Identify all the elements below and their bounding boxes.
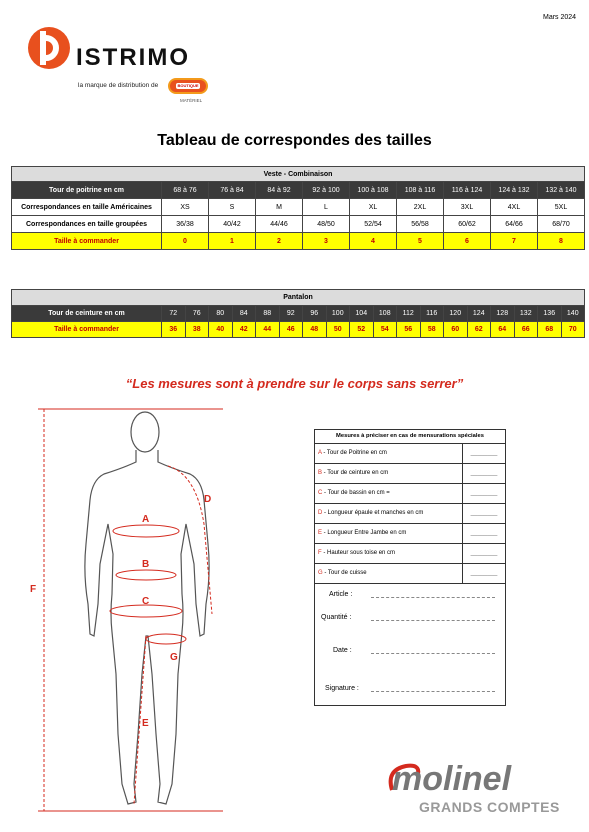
measure-letter: A [318,450,322,456]
measure-text: - Longueur épaule et manches en cm [322,510,424,516]
measures-form [314,429,506,706]
waist-size-cell: 96 [303,306,327,322]
measure-letter: B [318,470,323,476]
body-figure [28,404,238,816]
chest-range-cell: 84 à 92 [256,182,303,199]
page-title: Tableau de correspondes des tailles [157,132,432,149]
article-input[interactable] [371,597,495,598]
us-size-cell: XS [162,199,209,216]
label-d: D [204,494,212,505]
waist-size-cell: 108 [373,306,397,322]
measure-value-field[interactable]: ________ [470,570,498,576]
measure-label [315,504,463,523]
date-label: Date : [333,647,352,654]
chest-range-cell: 132 à 140 [538,182,585,199]
molinel-sub: GRANDS COMPTES [419,799,560,815]
grouped-label: Correspondances en taille groupées [12,216,162,233]
waist-size-cell: 104 [350,306,374,322]
measure-instruction: “Les mesures sont à prendre sur le corps sans serrer” [125,376,464,391]
waist-size-cell: 124 [467,306,491,322]
molinel-brand: molinel [392,760,512,798]
grouped-size-cell: 40/42 [209,216,256,233]
measure-row [315,504,505,524]
document-date: Mars 2024 [543,14,577,21]
measure-text: - Tour de bassin en cm = [322,490,390,496]
quantite-input[interactable] [371,620,495,621]
measure-text: - Hauteur sous toise en cm [321,550,396,556]
pantalon-table [11,289,585,338]
waist-size-cell: 76 [185,306,209,322]
pantalon-order-size-cell: 64 [491,322,515,338]
pantalon-order-size-cell: 70 [561,322,585,338]
measure-text: - Tour de cuisse [322,570,367,576]
us-size-cell: XL [350,199,397,216]
pantalon-order-size-cell: 38 [185,322,209,338]
measure-letter: E [318,530,323,536]
veste-order-size-cell: 6 [444,233,491,250]
measures-title: Mesures à préciser en cas de mensurations spéciales [315,430,505,444]
pantalon-order-size-cell: 52 [350,322,374,338]
measure-label [315,564,463,583]
measure-letter: D [318,510,323,516]
pantalon-order-size-cell: 42 [232,322,256,338]
waist-size-cell: 128 [491,306,515,322]
date-input[interactable] [371,653,495,654]
pantalon-order-size-cell: 56 [397,322,421,338]
us-size-cell: L [303,199,350,216]
pantalon-order-size-cell: 62 [467,322,491,338]
article-label: Article : [329,591,353,598]
waist-size-cell: 72 [162,306,186,322]
quantite-label: Quantité : [321,614,352,621]
measure-row [315,564,505,584]
pantalon-order-size-cell: 60 [444,322,468,338]
logo-subtitle: la marque de distribution de [78,82,159,89]
label-e: E [142,718,149,729]
measure-value-field[interactable]: ________ [470,510,498,516]
measure-row [315,444,505,464]
pantalon-order-size-cell: 48 [303,322,327,338]
measure-value-field[interactable]: ________ [470,550,498,556]
veste-order-size-cell: 1 [209,233,256,250]
grouped-size-cell: 44/46 [256,216,303,233]
chest-range-cell: 116 à 124 [444,182,491,199]
veste-order-size-cell: 0 [162,233,209,250]
veste-section-title: Veste - Combinaison [12,167,585,182]
pantalon-order-size-cell: 54 [373,322,397,338]
measure-label [315,524,463,543]
veste-order-size-cell: 7 [491,233,538,250]
us-size-cell: 5XL [538,199,585,216]
measure-label [315,444,463,463]
veste-order-size-cell: 8 [538,233,585,250]
grouped-size-cell: 60/62 [444,216,491,233]
measure-row [315,484,505,504]
chest-label: Tour de poitrine en cm [12,182,162,199]
us-size-cell: 4XL [491,199,538,216]
chest-range-cell: 68 à 76 [162,182,209,199]
body-outline [85,412,212,804]
grouped-size-cell: 36/38 [162,216,209,233]
measure-row [315,524,505,544]
measure-row [315,464,505,484]
waist-size-cell: 88 [256,306,280,322]
waist-size-cell: 116 [420,306,444,322]
label-g: G [170,652,178,663]
veste-table [11,166,585,250]
logo-brand-text: ISTRIMO [76,44,190,71]
pantalon-order-size-cell: 66 [514,322,538,338]
measure-text: - Tour de ceinture en cm [322,470,389,476]
waist-size-cell: 120 [444,306,468,322]
measure-letter: G [318,570,323,576]
distrimo-logo-icon [26,25,72,71]
us-size-cell: 2XL [397,199,444,216]
waist-size-cell: 140 [561,306,585,322]
label-c: C [142,596,150,607]
chest-range-cell: 124 à 132 [491,182,538,199]
waist-size-cell: 80 [209,306,233,322]
waist-label: Tour de ceinture en cm [12,306,162,322]
measure-value-field[interactable]: ________ [470,530,498,536]
measure-lines [38,409,223,811]
us-size-cell: 3XL [444,199,491,216]
label-a: A [142,514,150,525]
signature-input[interactable] [371,691,495,692]
pantalon-order-size-cell: 36 [162,322,186,338]
measure-letter: F [318,550,322,556]
veste-order-size-cell: 5 [397,233,444,250]
grouped-size-cell: 52/54 [350,216,397,233]
measure-value-field[interactable]: ________ [470,470,498,476]
grouped-size-cell: 64/66 [491,216,538,233]
veste-order-size-cell: 4 [350,233,397,250]
us-size-cell: M [256,199,303,216]
veste-order-label: Taille à commander [12,233,162,250]
measure-value-field[interactable]: ________ [470,490,498,496]
grouped-size-cell: 48/50 [303,216,350,233]
waist-size-cell: 100 [326,306,350,322]
measure-text: - Tour de Poitrine en cm [321,450,387,456]
label-f: F [30,584,37,595]
measure-row [315,544,505,564]
measure-value-field[interactable]: ________ [470,450,498,456]
measure-label [315,464,463,483]
measure-letter: C [318,490,323,496]
waist-size-cell: 112 [397,306,421,322]
veste-order-size-cell: 3 [303,233,350,250]
measure-label [315,484,463,503]
veste-order-size-cell: 2 [256,233,303,250]
pantalon-order-size-cell: 40 [209,322,233,338]
chest-range-cell: 76 à 84 [209,182,256,199]
measure-label [315,544,463,563]
pantalon-order-size-cell: 44 [256,322,280,338]
boutique-badge: BOUTIQUE [168,78,208,94]
waist-size-cell: 132 [514,306,538,322]
grouped-size-cell: 56/58 [397,216,444,233]
chest-range-cell: 92 à 100 [303,182,350,199]
signature-label: Signature : [325,685,359,692]
pantalon-section-title: Pantalon [12,290,585,306]
us-label: Correspondances en taille Américaines [12,199,162,216]
pantalon-order-size-cell: 58 [420,322,444,338]
chest-range-cell: 100 à 108 [350,182,397,199]
waist-size-cell: 84 [232,306,256,322]
waist-size-cell: 92 [279,306,303,322]
pantalon-order-label: Taille à commander [12,322,162,338]
pantalon-order-size-cell: 50 [326,322,350,338]
badge-subtitle: MATÉRIEL [180,98,203,103]
pantalon-order-size-cell: 68 [538,322,562,338]
waist-size-cell: 136 [538,306,562,322]
pantalon-order-size-cell: 46 [279,322,303,338]
measure-text: - Longueur Entre Jambe en cm [322,530,407,536]
grouped-size-cell: 68/70 [538,216,585,233]
chest-range-cell: 108 à 116 [397,182,444,199]
us-size-cell: S [209,199,256,216]
label-b: B [142,559,150,570]
